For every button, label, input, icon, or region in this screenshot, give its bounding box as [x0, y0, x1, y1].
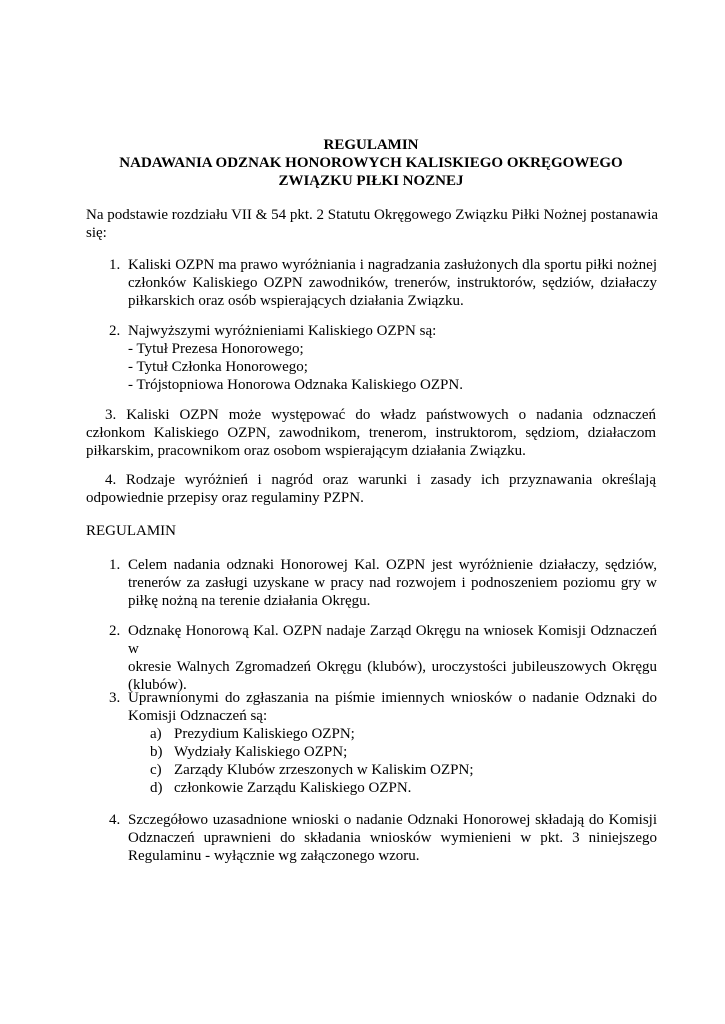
rule-2-line-2: okresie Walnych Zgromadzeń Okręgu (klubów), uroczystości jubileuszowych Okręgu — [128, 659, 657, 675]
rule-1-line-1: Celem nadania odznaki Honorowej Kal. OZPN jest wyróżnienie działaczy, sędziów, — [128, 557, 657, 573]
list-letter: b) — [150, 744, 163, 760]
rule-item-number: 3. — [109, 690, 121, 706]
rule-4-line-2: Odznaczeń uprawnieni do składania wniosków wymienieni w pkt. 3 niniejszego — [128, 830, 657, 846]
rule-4-line-3: Regulaminu - wyłącznie wg załączonego wzoru. — [128, 848, 420, 864]
section-heading: REGULAMIN — [86, 523, 176, 539]
rule-1-line-2: trenerów za zasługi uzyskane w pracy nad rozwojem i podnoszeniem poziomu gry w — [128, 575, 657, 591]
title-line-2: NADAWANIA ODZNAK HONOROWYCH KALISKIEGO OKRĘGOWEGO — [119, 155, 623, 171]
rule-1-line-3: piłkę nożną na terenie działania Okręgu. — [128, 593, 371, 609]
title-line-3: ZWIĄZKU PIŁKI NOZNEJ — [278, 173, 464, 189]
rule-2-line-3: (klubów). — [128, 677, 187, 693]
rule-3-line-1: Uprawnionymi do zgłaszania na piśmie imiennych wniosków o nadanie Odznaki do — [128, 690, 657, 706]
rule-item-number: 4. — [109, 812, 121, 828]
list-letter: c) — [150, 762, 162, 778]
rule-4-line-1: Szczegółowo uzasadnione wnioski o nadanie Odznaki Honorowej składają do Komisji — [128, 812, 657, 828]
preamble-item-1-line-3: piłkarskich oraz osób wspierających działania Związku. — [128, 293, 464, 309]
sub-item-honorary-president: - Tytuł Prezesa Honorowego; — [128, 341, 304, 357]
list-item-board-members: członkowie Zarządu Kaliskiego OZPN. — [174, 780, 412, 796]
preamble-item-2-subs — [128, 340, 628, 394]
rule-item-number: 2. — [109, 623, 121, 639]
title-line-1: REGULAMIN — [323, 137, 419, 153]
rule-3-line-2: Komisji Odznaczeń są: — [128, 708, 268, 724]
intro-line-1: Na podstawie rozdziału VII & 54 pkt. 2 Statutu Okręgowego Związku Piłki Nożnej postanawia — [86, 207, 659, 223]
preamble-item-1-line-1: Kaliski OZPN ma prawo wyróżniania i nagradzania zasłużonych dla sportu piłki nożnej — [128, 257, 657, 273]
rule-item-number: 1. — [109, 557, 121, 573]
sub-item-honorary-member: - Tytuł Członka Honorowego; — [128, 359, 308, 375]
list-letter: a) — [150, 726, 162, 742]
preamble-item-2-line-1: Najwyższymi wyróżnieniami Kaliskiego OZPN są: — [128, 323, 437, 339]
paragraph-4-line-2: odpowiednie przepisy oraz regulaminy PZPN. — [86, 490, 364, 506]
list-item-presidium: Prezydium Kaliskiego OZPN; — [174, 726, 355, 742]
sub-item-honorary-badge: - Trójstopniowa Honorowa Odznaka Kaliskiego OZPN. — [128, 377, 463, 393]
preamble-item-number: 2. — [109, 323, 121, 339]
list-letter: d) — [150, 780, 163, 796]
preamble-item-number: 1. — [109, 257, 121, 273]
preamble-item-1-line-2: członków Kaliskiego OZPN zawodników, trenerów, instruktorów, sędziów, działaczy — [128, 275, 657, 291]
rule-2-line-1: Odznakę Honorową Kal. OZPN nadaje Zarząd Okręgu na wniosek Komisji Odznaczeń w — [128, 623, 657, 657]
list-item-departments: Wydziały Kaliskiego OZPN; — [174, 744, 348, 760]
paragraph-3 — [86, 406, 656, 460]
paragraph-3-line-3: piłkarskim, pracownikom oraz osobom wspierającym działania Związku. — [86, 443, 526, 459]
paragraph-3-line-1: 3. Kaliski OZPN może występować do władz państwowych o nadania odznaczeń — [105, 407, 656, 423]
intro-line-2: się: — [86, 225, 107, 241]
paragraph-4-line-1: 4. Rodzaje wyróżnień i nagród oraz warunki i zasady ich przyznawania określają — [105, 472, 656, 488]
paragraph-3-line-2: członkom Kaliskiego OZPN, zawodnikom, trenerom, instruktorom, sędziom, działaczom — [86, 425, 656, 441]
paragraph-4 — [86, 471, 656, 507]
list-item-club-boards: Zarządy Klubów zrzeszonych w Kaliskim OZPN; — [174, 762, 474, 778]
intro-paragraph — [86, 206, 659, 242]
